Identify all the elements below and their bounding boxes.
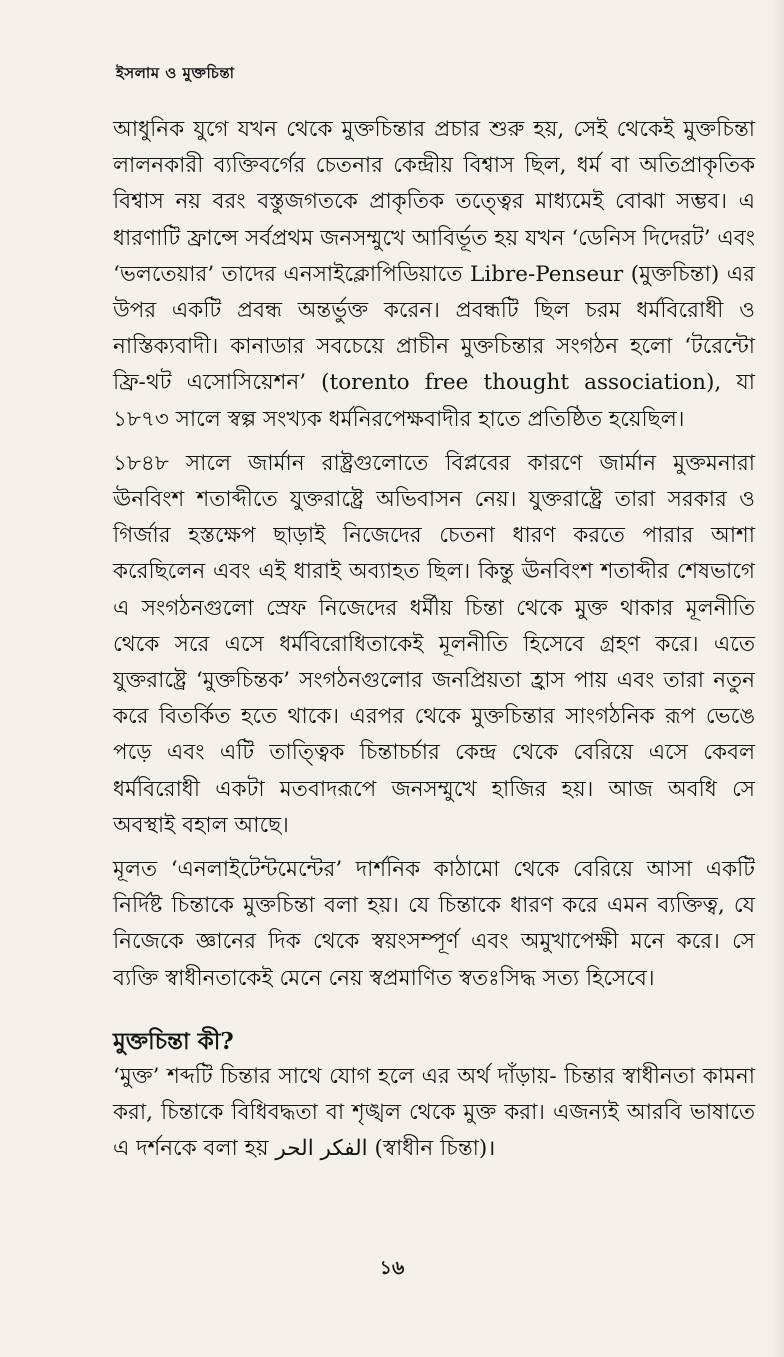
section-heading: মুক্তচিন্তা কী? bbox=[113, 1027, 234, 1055]
page-number: ১৬ bbox=[379, 1257, 405, 1279]
section-paragraph: ‘মুক্ত’ শব্দটি চিন্তার সাথে যোগ হলে এর অর্থ দাঁড়ায়- চিন্তার স্বাধীনতা কামনা করা, চিন্তাকে বিধিবদ্ধতা বা শৃঙ্খল থেকে মুক্ত করা। এজন্যই আরবি ভাষাতে এ দর্শনকে বলা হয় الفكر الحر (স্বাধীন চিন্তা)। bbox=[113, 1063, 755, 1162]
paragraph-2: ১৮৪৮ সালে জার্মান রাষ্ট্রগুলোতে বিপ্লবের কারণে জার্মান মুক্তমনারা ঊনবিংশ শতাব্দীতে যুক্তরাষ্ট্রে অভিবাসন নেয়। যুক্তরাষ্ট্রে তারা সরকার ও গির্জার হস্তক্ষেপ ছাড়াই নিজেদের চেতনা ধারণ করতে পারার আশা করেছিলেন এবং এই ধারাই অব্যাহত ছিল। কিন্তু ঊনবিংশ শতাব্দীর শেষভাগে এ সংগঠনগুলো স্রেফ নিজেদের ধর্মীয় চিন্তা থেকে মুক্ত থাকার মূলনীতি থেকে সরে এসে ধর্মবিরোধিতাকেই মূলনীতি হিসেবে গ্রহণ করে। এতে যুক্তরাষ্ট্রে ‘মুক্তচিন্তক’ সংগঠনগুলোর জনপ্রিয়তা হ্রাস পায় এবং তারা নতুন করে বিতর্কিত হতে থাকে। এরপর থেকে মুক্তচিন্তার সাংগঠনিক রূপ ভেঙে পড়ে এবং এটি তাত্ত্বিক চিন্তাচর্চার কেন্দ্র থেকে বেরিয়ে এসে কেবল ধর্মবিরোধী একটা মতবাদরূপে জনসম্মুখে হাজির হয়। আজ অবধি সে অবস্থাই বহাল আছে। bbox=[113, 450, 755, 838]
running-title: ইসলাম ও মুক্তচিন্তা bbox=[116, 64, 235, 82]
paragraph-3: মূলত ‘এনলাইটেন্টমেন্টের’ দার্শনিক কাঠামো থেকে বেরিয়ে আসা একটি নির্দিষ্ট চিন্তাকে মুক্তচিন্তা বলা হয়। যে চিন্তাকে ধারণ করে এমন ব্যক্তিত্ব, যে নিজেকে জ্ঞানের দিক থেকে স্বয়ংসম্পূর্ণ এবং অমুখাপেক্ষী মনে করে। সে ব্যক্তি স্বাধীনতাকেই মেনে নেয় স্বপ্রমাণিত স্বতঃসিদ্ধ সত্য হিসেবে। bbox=[113, 857, 755, 991]
body-text bbox=[113, 112, 755, 1167]
page-edge-shadow bbox=[770, 0, 784, 1357]
paragraph-1: আধুনিক যুগে যখন থেকে মুক্তচিন্তার প্রচার শুরু হয়, সেই থেকেই মুক্তচিন্তা লালনকারী ব্যক্তিবর্গের চেতনার কেন্দ্রীয় বিশ্বাস ছিল, ধর্ম বা অতিপ্রাকৃতিক বিশ্বাস নয় বরং বস্তুজগতকে প্রাকৃতিক তত্ত্বের মাধ্যমেই বোঝা সম্ভব। এ ধারণাটি ফ্রান্সে সর্বপ্রথম জনসম্মুখে আবির্ভূত হয় যখন ‘ডেনিস দিদেরট’ এবং ‘ভলতেয়ার’ তাদের এনসাইক্লোপিডিয়াতে Libre-Penseur (মুক্তচিন্তা) এর উপর একটি প্রবন্ধ অন্তর্ভুক্ত করেন। প্রবন্ধটি ছিল চরম ধর্মবিরোধী ও নাস্তিক্যবাদী। কানাডার সবচেয়ে প্রাচীন মুক্তচিন্তার সংগঠন হলো ‘টরেন্টো ফ্রি-থট এসোসিয়েশন’ (torento free thought association), যা ১৮৭৩ সালে স্বল্প সংখ্যক ধর্মনিরপেক্ষবাদীর হাতে প্রতিষ্ঠিত হয়েছিল। bbox=[113, 117, 755, 432]
